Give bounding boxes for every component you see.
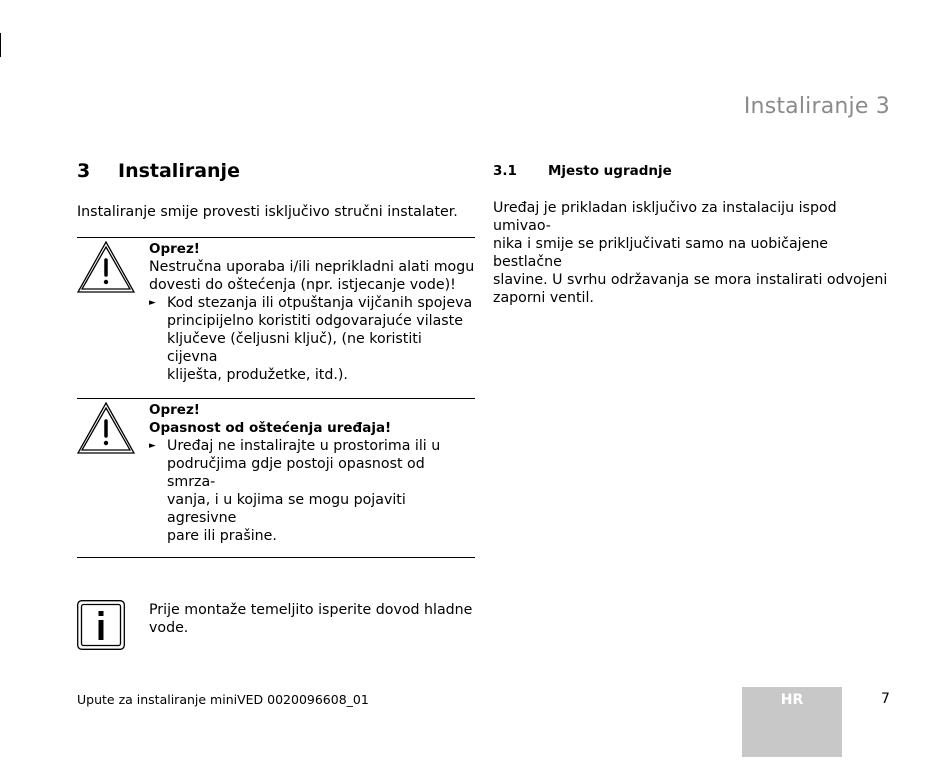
chapter-heading: [77, 160, 475, 182]
footer-document-title: Upute za instaliranje miniVED 0020096608_01: [77, 692, 369, 707]
section-body-line: zaporni ventil.: [493, 290, 594, 306]
caution-title: Oprez!: [149, 241, 200, 257]
warning-triangle-icon: [77, 402, 135, 454]
chapter-title: Instaliranje: [118, 160, 240, 182]
bullet-line: Uređaj ne instalirajte u prostorima ili u: [167, 438, 441, 454]
chapter-number: 3: [77, 160, 91, 182]
bullet-arrow-icon: ►: [149, 298, 156, 308]
section-body-line: slavine. U svrhu održavanja se mora instalirati odvojeni: [493, 272, 888, 288]
section-title: Mjesto ugradnje: [548, 163, 672, 179]
language-tab: HR: [742, 687, 842, 757]
crop-mark: [0, 33, 1, 57]
warning-triangle-icon: [77, 241, 135, 293]
info-text-line: vode.: [149, 620, 189, 636]
caution-block-2: [77, 398, 475, 558]
section-heading: [493, 163, 893, 179]
bullet-line: kliješta, produžetke, itd.).: [167, 367, 348, 383]
bullet-line: ključeve (čeljusni ključ), (ne koristiti cijevna: [167, 331, 422, 365]
caution-bullet: [149, 437, 475, 545]
caution-block-1: [77, 237, 475, 398]
info-block: [77, 600, 475, 650]
intro-paragraph: Instaliranje smije provesti isključivo stručni instalater.: [77, 204, 458, 220]
section-body-line: Uređaj je prikladan isključivo za instalaciju ispod umivao-: [493, 200, 837, 234]
section-number: 3.1: [493, 163, 517, 179]
section-body-line: nika i smije se priključivati samo na uobičajene bestlačne: [493, 236, 829, 270]
page-header-title: Instaliranje 3: [743, 94, 890, 119]
section-body: [493, 199, 893, 307]
bullet-line: Kod stezanja ili otpuštanja vijčanih spojeva: [167, 295, 473, 311]
bullet-line: pare ili prašine.: [167, 528, 277, 544]
caution-text-line: Nestručna uporaba i/ili neprikladni alati mogu: [149, 259, 475, 275]
caution-text: [149, 258, 475, 294]
info-icon: [77, 600, 125, 650]
page-number: 7: [881, 691, 890, 707]
left-column: [77, 160, 475, 650]
info-text: [149, 600, 475, 637]
bullet-line: principijelno koristiti odgovarajuće vilaste: [167, 313, 463, 329]
caution-text-line: dovesti do oštećenja (npr. istjecanje vode)!: [149, 277, 456, 293]
bullet-line: vanja, i u kojima se mogu pojaviti agresivne: [167, 492, 406, 526]
caution-bullet: [149, 294, 475, 384]
info-text-line: Prije montaže temeljito isperite dovod hladne: [149, 602, 473, 618]
caution-title: Oprez!: [149, 402, 200, 418]
caution-subtitle: Opasnost od oštećenja uređaja!: [149, 420, 392, 436]
bullet-line: područjima gdje postoji opasnost od smrza-: [167, 456, 425, 490]
bullet-arrow-icon: ►: [149, 441, 156, 451]
right-column: [493, 163, 893, 307]
